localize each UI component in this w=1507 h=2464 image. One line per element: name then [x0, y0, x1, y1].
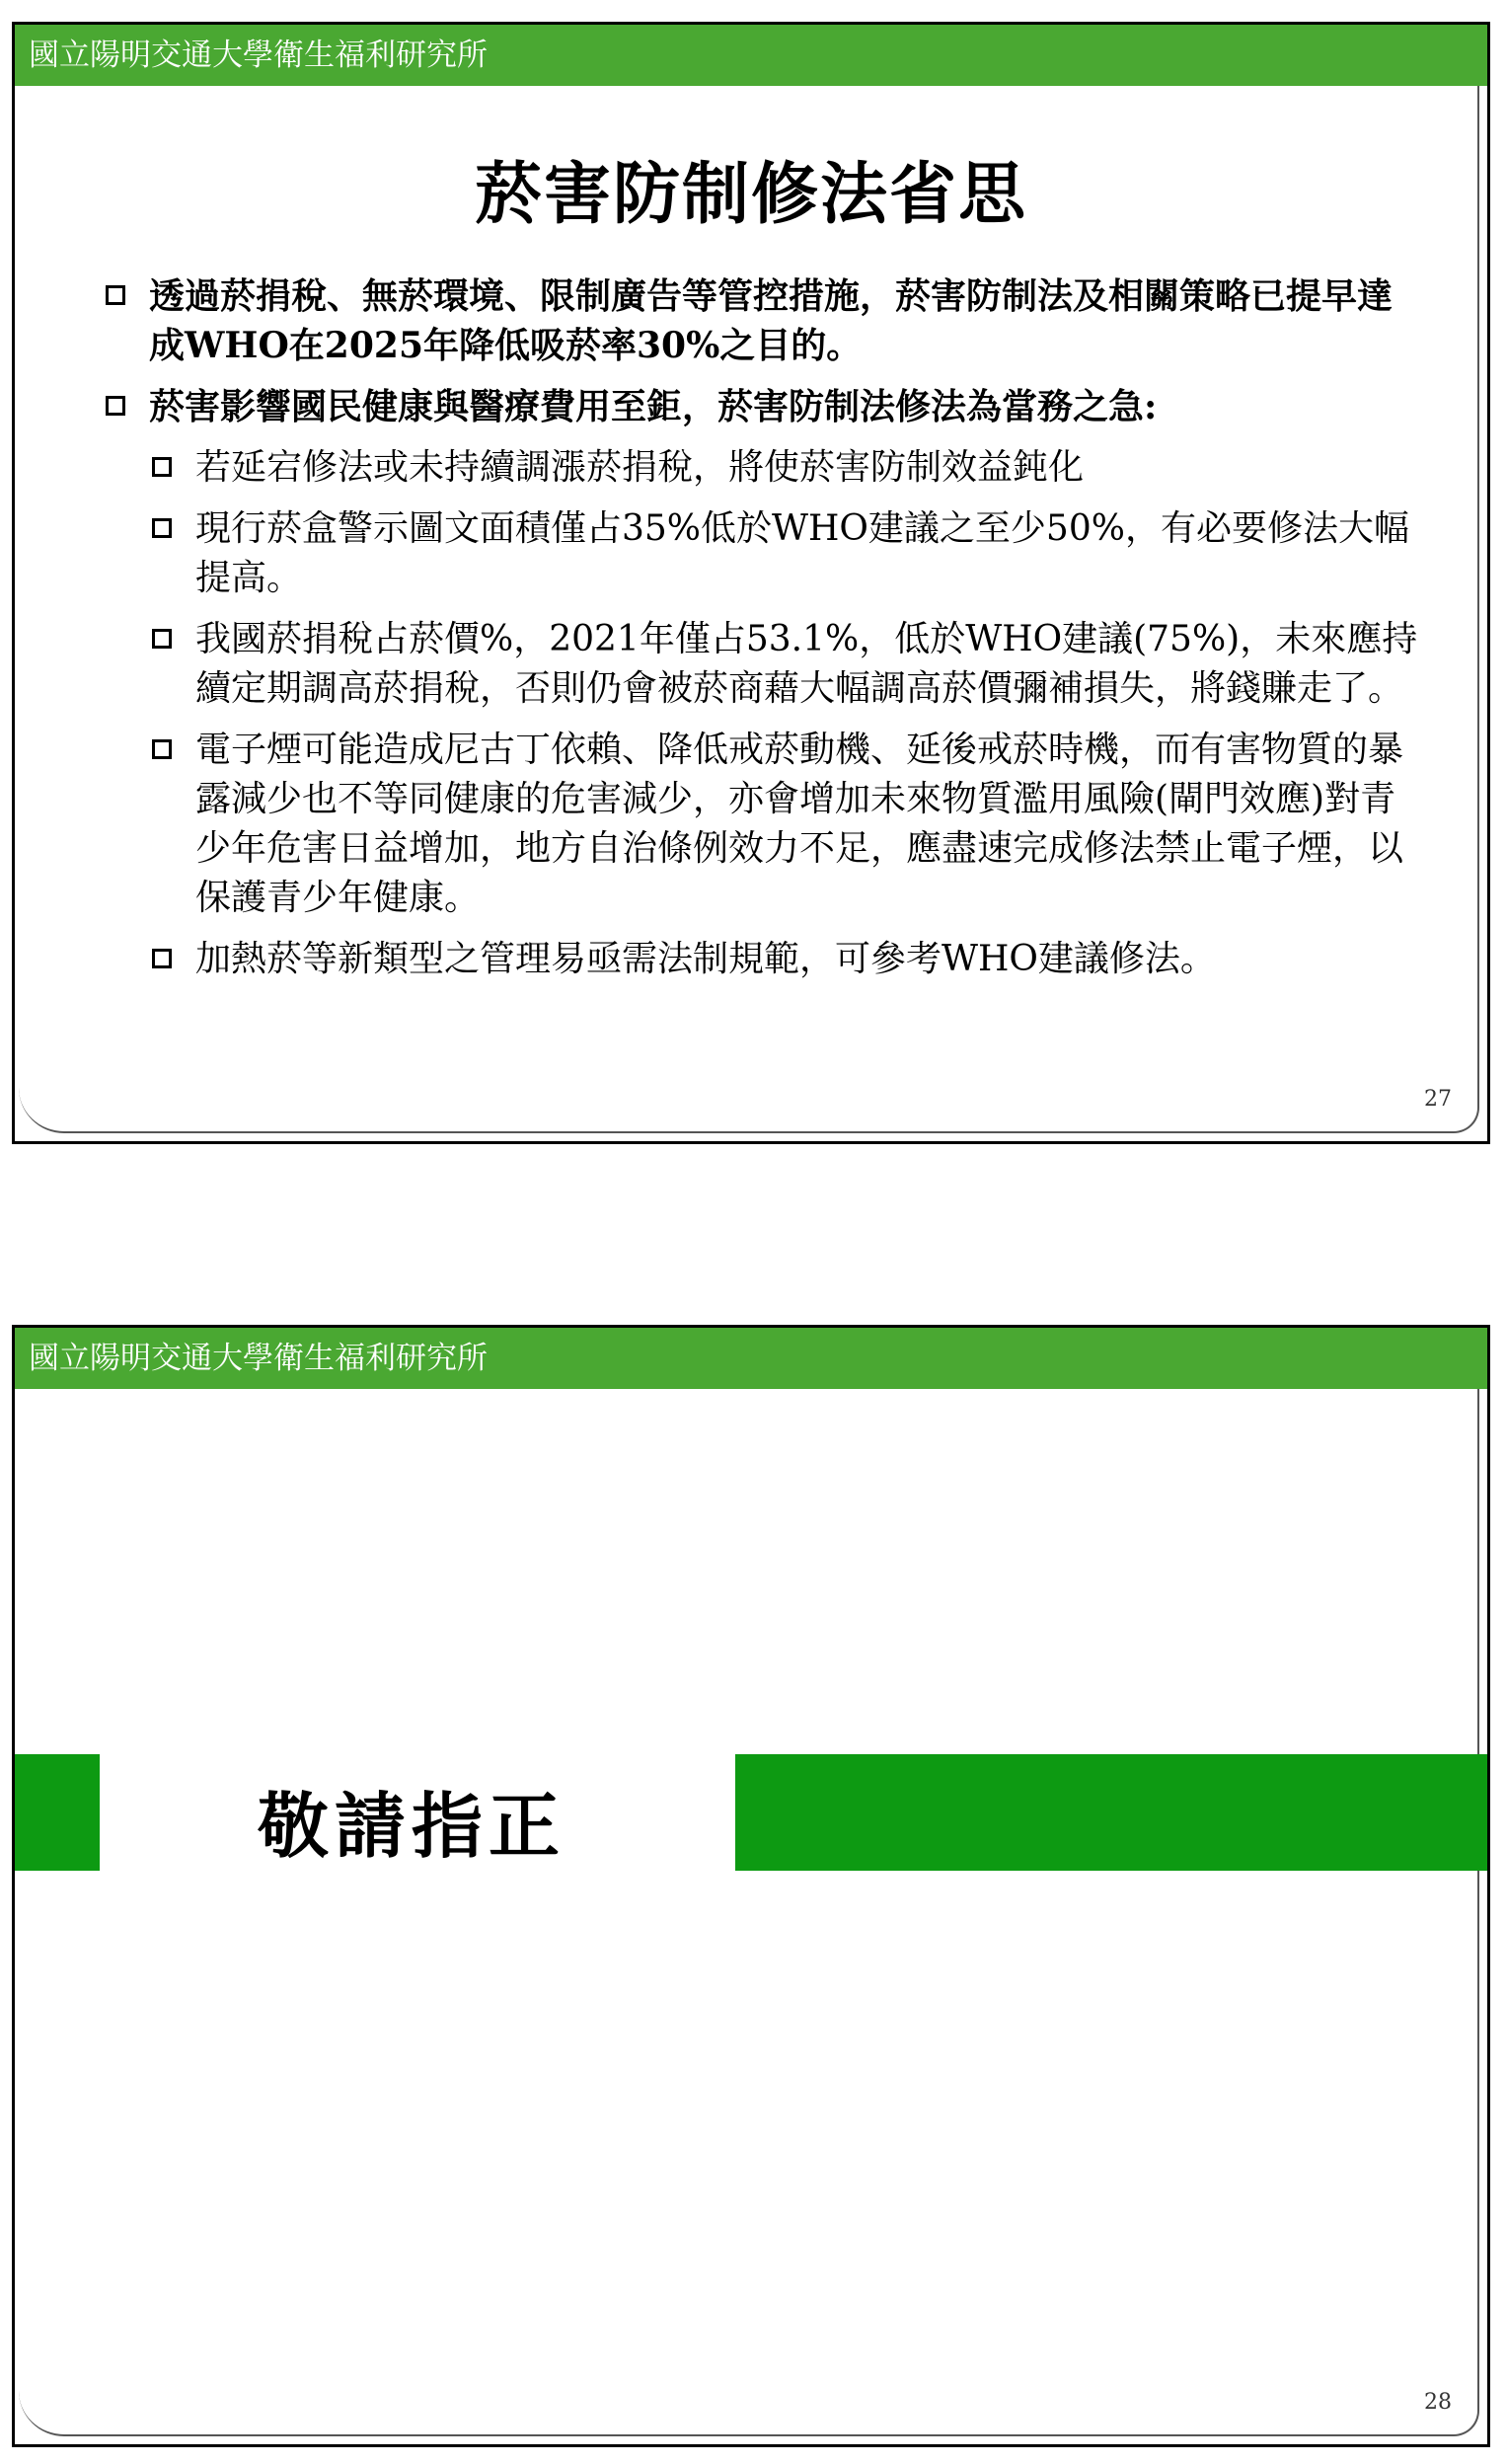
sub-bullet-item: [152, 615, 1418, 714]
sub-bullet-item: [152, 935, 1418, 984]
bullet-item: [106, 382, 1418, 431]
square-bullet-icon: [152, 457, 172, 477]
bullet-text: 電子煙可能造成尼古丁依賴、降低戒菸動機、延後戒菸時機，而有害物質的暴露減少也不等同健康的危害減少，亦會增加未來物質濫用風險(閘門效應)對青少年危害日益增加，地方自治條例效力不足，應盡速完成修法禁止電子煙，以保護青少年健康。: [195, 730, 1404, 918]
bullet-text: 現行菸盒警示圖文面積僅占35%低於WHO建議之至少50%，有必要修法大幅提高。: [195, 508, 1409, 598]
right-green-bar: [735, 1754, 1490, 1871]
left-green-bar: [15, 1754, 100, 1871]
slide-header: 國立陽明交通大學衛生福利研究所: [15, 1328, 1487, 1389]
slide-title: 菸害防制修法省思: [474, 155, 1027, 234]
closing-text: 敬請指正: [258, 1784, 566, 1868]
bullet-text: 我國菸捐稅占菸價%，2021年僅占53.1%，低於WHO建議(75%)，未來應持續定期調高菸捐稅，否則仍會被菸商藉大幅調高菸價彌補損失，將錢賺走了。: [195, 619, 1418, 709]
bullet-text: 菸害影響國民健康與醫療費用至鉅，菸害防制法修法為當務之急:: [149, 386, 1158, 427]
bullet-list: [106, 271, 1418, 996]
sub-bullet-item: [152, 726, 1418, 923]
square-bullet-icon: [152, 949, 172, 968]
square-bullet-icon: [152, 518, 172, 538]
square-bullet-icon: [152, 739, 172, 759]
page-number: 28: [1424, 2390, 1452, 2415]
sub-bullet-item: [152, 443, 1418, 493]
slide-27: [12, 22, 1490, 1144]
square-bullet-icon: [106, 396, 125, 416]
sub-bullet-item: [152, 504, 1418, 603]
slide-frame: [19, 1389, 1479, 2436]
page-number: 27: [1424, 1087, 1452, 1112]
bullet-text: 若延宕修法或未持續調漲菸捐稅，將使菸害防制效益鈍化: [195, 447, 1085, 488]
bullet-item: [106, 271, 1418, 370]
slide-header: 國立陽明交通大學衛生福利研究所: [15, 25, 1487, 86]
bullet-text: 加熱菸等新類型之管理易亟需法制規範，可參考WHO建議修法。: [195, 939, 1216, 979]
slide-28: [12, 1325, 1490, 2447]
bullet-text: 透過菸捐稅、無菸環境、限制廣告等管控措施，菸害防制法及相關策略已提早達成WHO在2025年降低吸菸率30%之目的。: [149, 275, 1394, 366]
square-bullet-icon: [106, 285, 125, 305]
square-bullet-icon: [152, 629, 172, 649]
